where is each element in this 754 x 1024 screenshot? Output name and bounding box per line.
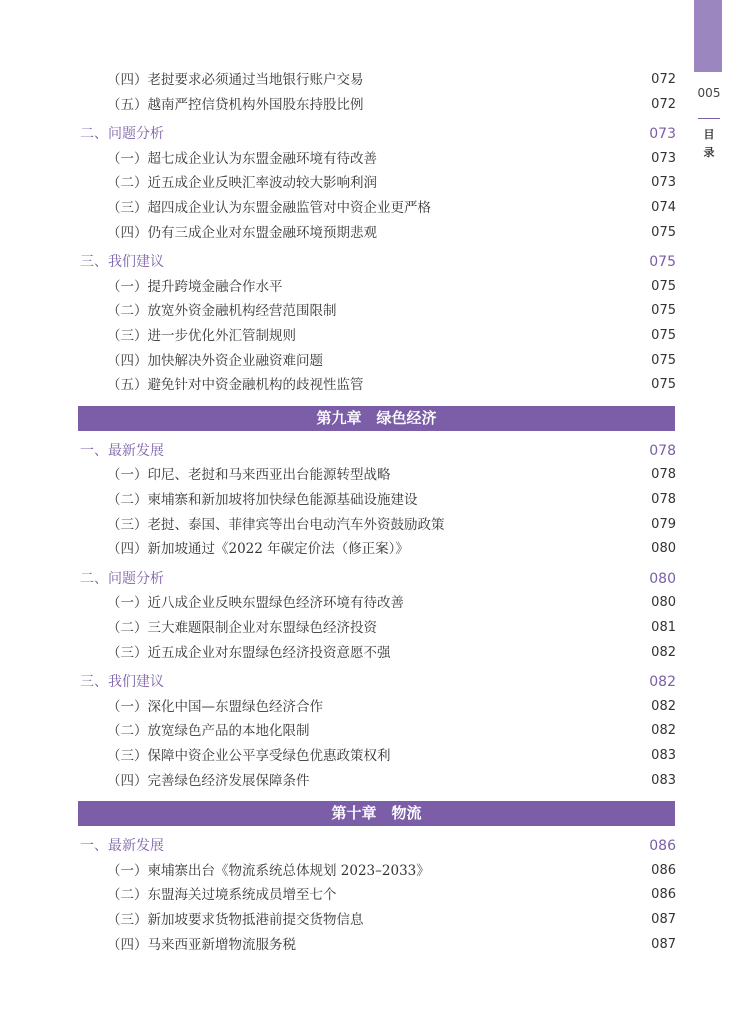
page-ref: 080 bbox=[651, 541, 676, 557]
page-ref: 075 bbox=[649, 254, 676, 271]
section-title: 一、最新发展 bbox=[80, 442, 164, 459]
page-ref: 087 bbox=[651, 912, 676, 927]
page-ref: 074 bbox=[651, 200, 676, 215]
entry-title: （四）加快解决外资企业融资难问题 bbox=[107, 352, 323, 369]
toc-section-row[interactable] bbox=[0, 122, 754, 146]
toc-entry-row[interactable] bbox=[0, 221, 754, 245]
page-ref: 082 bbox=[651, 644, 676, 660]
toc-section-row[interactable] bbox=[0, 834, 754, 858]
entry-title: （三）近五成企业对东盟绿色经济投资意愿不强 bbox=[107, 644, 391, 661]
toc-entry-row[interactable] bbox=[0, 275, 754, 299]
page-ref: 087 bbox=[651, 936, 676, 952]
page-ref: 081 bbox=[651, 620, 676, 635]
entry-title: （五）避免针对中资金融机构的歧视性监管 bbox=[107, 377, 364, 394]
toc-entry-row[interactable] bbox=[0, 883, 754, 907]
entry-title: （二）东盟海关过境系统成员增至七个 bbox=[107, 887, 337, 904]
toc-entry-row[interactable] bbox=[0, 744, 754, 768]
entry-title: （二）放宽外资金融机构经营范围限制 bbox=[107, 303, 337, 320]
page-ref: 078 bbox=[651, 492, 676, 507]
toc-entry-row[interactable] bbox=[0, 171, 754, 195]
toc-entry-row[interactable] bbox=[0, 769, 754, 793]
toc-entry-row[interactable] bbox=[0, 719, 754, 743]
page-ref: 079 bbox=[651, 516, 676, 532]
section-title: 一、最新发展 bbox=[80, 838, 164, 855]
toc-entry-row[interactable] bbox=[0, 695, 754, 719]
page-ref: 082 bbox=[651, 723, 676, 739]
section-title: 三、我们建议 bbox=[80, 254, 164, 271]
toc-section-row[interactable] bbox=[0, 250, 754, 274]
page-ref: 075 bbox=[651, 328, 676, 343]
page-ref: 083 bbox=[651, 772, 676, 788]
toc-entry-row[interactable] bbox=[0, 196, 754, 220]
toc-entry-row[interactable] bbox=[0, 641, 754, 665]
page-ref: 078 bbox=[649, 442, 676, 459]
toc-entry-row[interactable] bbox=[0, 933, 754, 957]
toc-section-row[interactable] bbox=[0, 439, 754, 463]
page-ref: 075 bbox=[651, 224, 676, 240]
entry-title: （三）超四成企业认为东盟金融监管对中资企业更严格 bbox=[107, 200, 431, 216]
page-ref: 075 bbox=[651, 352, 676, 368]
toc-entry-row[interactable] bbox=[0, 68, 754, 92]
page-ref: 082 bbox=[651, 698, 676, 714]
toc-entry-row[interactable] bbox=[0, 373, 754, 397]
entry-title: （一）提升跨境金融合作水平 bbox=[107, 278, 283, 295]
toc-section-row[interactable] bbox=[0, 670, 754, 694]
toc-entry-row[interactable] bbox=[0, 513, 754, 537]
page-ref: 083 bbox=[651, 748, 676, 763]
toc-entry-row[interactable] bbox=[0, 299, 754, 323]
toc-entry-row[interactable] bbox=[0, 324, 754, 348]
page-ref: 086 bbox=[651, 862, 676, 878]
toc-entry-row[interactable] bbox=[0, 591, 754, 615]
entry-title: （四）老挝要求必须通过当地银行账户交易 bbox=[107, 72, 364, 88]
page-ref: 086 bbox=[651, 887, 676, 903]
section-title: 二、问题分析 bbox=[80, 126, 164, 143]
section-title: 二、问题分析 bbox=[80, 570, 164, 587]
section-title: 三、我们建议 bbox=[80, 674, 164, 691]
page-ref: 073 bbox=[651, 175, 676, 191]
entry-title: （一）超七成企业认为东盟金融环境有待改善 bbox=[107, 150, 377, 167]
entry-title: （一）深化中国—东盟绿色经济合作 bbox=[107, 698, 323, 715]
page-ref: 082 bbox=[649, 674, 676, 691]
entry-title: （二）三大难题限制企业对东盟绿色经济投资 bbox=[107, 620, 377, 636]
entry-title: （一）近八成企业反映东盟绿色经济环境有待改善 bbox=[107, 595, 404, 612]
toc-entry-row[interactable] bbox=[0, 147, 754, 171]
toc-entry-row[interactable] bbox=[0, 463, 754, 487]
page-ref: 078 bbox=[651, 467, 676, 483]
page-ref: 072 bbox=[651, 72, 676, 87]
side-label: 目 录 bbox=[703, 128, 715, 159]
entry-title: （三）老挝、泰国、菲律宾等出台电动汽车外资鼓励政策 bbox=[107, 516, 445, 533]
entry-title: （二）柬埔寨和新加坡将加快绿色能源基础设施建设 bbox=[107, 492, 418, 508]
page-ref: 075 bbox=[651, 303, 676, 319]
toc-section-row[interactable] bbox=[0, 567, 754, 591]
chapter-heading: 第十章 物流 bbox=[78, 801, 675, 826]
page-ref: 075 bbox=[651, 377, 676, 393]
entry-title: （四）仍有三成企业对东盟金融环境预期悲观 bbox=[107, 224, 377, 241]
toc-entry-row[interactable] bbox=[0, 616, 754, 640]
toc-entry-row[interactable] bbox=[0, 859, 754, 883]
page-ref: 073 bbox=[651, 150, 676, 166]
entry-title: （二）近五成企业反映汇率波动较大影响利润 bbox=[107, 175, 377, 192]
entry-title: （一）柬埔寨出台《物流系统总体规划 2023–2033》 bbox=[107, 862, 430, 879]
chapter-heading: 第九章 绿色经济 bbox=[78, 406, 675, 431]
entry-title: （二）放宽绿色产品的本地化限制 bbox=[107, 723, 310, 740]
toc-entry-row[interactable] bbox=[0, 93, 754, 117]
page-ref: 086 bbox=[649, 838, 676, 855]
page-ref: 075 bbox=[651, 278, 676, 294]
page-number: 005 bbox=[697, 86, 721, 100]
entry-title: （五）越南严控信贷机构外国股东持股比例 bbox=[107, 96, 364, 113]
entry-title: （一）印尼、老挝和马来西亚出台能源转型战略 bbox=[107, 467, 391, 484]
entry-title: （三）进一步优化外汇管制规则 bbox=[107, 328, 296, 344]
toc-entry-row[interactable] bbox=[0, 537, 754, 561]
page-ref: 080 bbox=[649, 570, 676, 587]
toc-entry-row[interactable] bbox=[0, 349, 754, 373]
entry-title: （四）完善绿色经济发展保障条件 bbox=[107, 772, 310, 789]
entry-title: （四）新加坡通过《2022 年碳定价法（修正案）》 bbox=[107, 541, 409, 558]
entry-title: （三）保障中资企业公平享受绿色优惠政策权利 bbox=[107, 748, 391, 764]
page-ref: 073 bbox=[649, 126, 676, 143]
toc-entry-row[interactable] bbox=[0, 908, 754, 932]
page-ref: 072 bbox=[651, 96, 676, 112]
entry-title: （三）新加坡要求货物抵港前提交货物信息 bbox=[107, 912, 364, 928]
entry-title: （四）马来西亚新增物流服务税 bbox=[107, 936, 296, 953]
toc-entry-row[interactable] bbox=[0, 488, 754, 512]
page-ref: 080 bbox=[651, 595, 676, 611]
